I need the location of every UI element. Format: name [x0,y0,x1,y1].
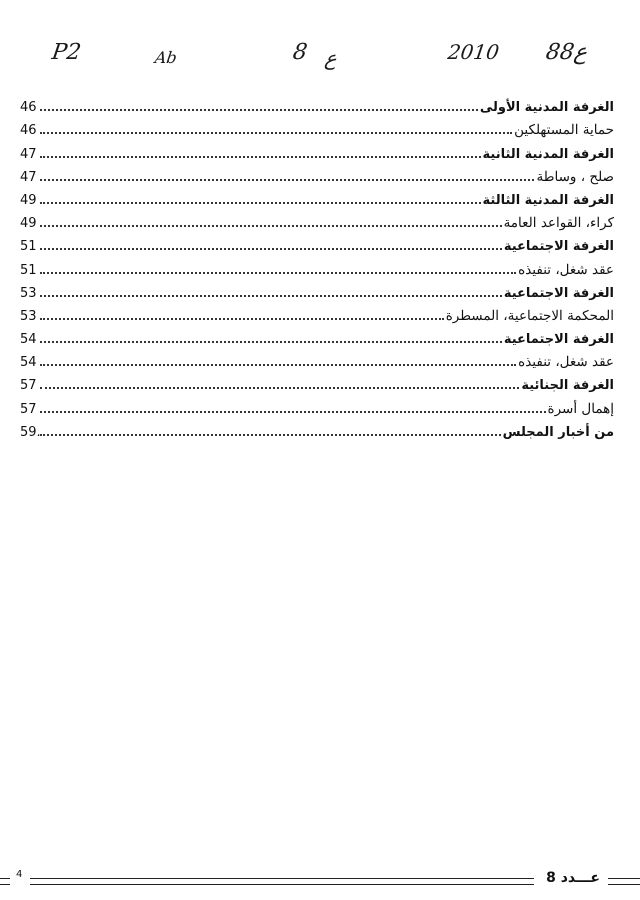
footer-rule-left [0,878,10,885]
toc-row [20,279,614,302]
handwritten-annotation-5: 2010 [446,40,501,64]
toc-title: صلح ، وساطة [536,168,614,185]
toc-title: الغرفة المدنية الثانية [482,146,614,162]
toc-row [20,302,614,325]
toc-page-number: 46 [20,100,37,116]
toc-title: إهمال أسرة [547,400,614,417]
toc-page-number: 47 [20,146,37,162]
toc-leader-dots [40,225,502,227]
toc-title: الغرفة الجنائية [521,378,614,394]
toc-page-number: 49 [20,192,37,208]
toc-leader-dots [40,341,502,343]
toc-title: الغرفة الاجتماعية [503,332,614,348]
toc-leader-dots [40,132,512,134]
toc-page-number: 49 [20,216,37,232]
toc-page-number: 59. [20,424,41,440]
toc-leader-dots [40,109,478,111]
toc-row [20,371,614,394]
toc-title: عقد شغل، تنفيذه [518,354,614,371]
toc-row [20,163,614,186]
table-of-contents [20,93,614,441]
toc-leader-dots [40,272,516,274]
toc-leader-dots [40,295,502,297]
toc-row [20,418,614,441]
toc-leader-dots [40,318,444,320]
handwritten-annotation-3: 8 [291,40,309,65]
handwritten-annotation-1: P2 [50,40,83,65]
toc-title: من أخبار المجلس [502,424,614,440]
toc-title: الغرفة المدنية الثالثة [482,192,614,208]
toc-page-number: 46 [20,123,37,139]
handwritten-annotation-2: Ab [153,48,179,67]
toc-leader-dots [40,248,502,250]
toc-row [20,232,614,255]
footer-issue-label: عـــدد 8 [546,870,600,886]
toc-leader-dots [40,434,501,436]
toc-title: المحكمة الاجتماعية، المسطرة [445,307,614,324]
toc-leader-dots [40,364,516,366]
toc-title: الغرفة المدنية الأولى [479,100,614,116]
handwritten-annotation-4: ع [323,46,339,70]
toc-page-number: 53 [20,308,37,324]
toc-title: كراء، القواعد العامة [503,215,614,232]
toc-leader-dots [40,179,534,181]
toc-row [20,186,614,209]
toc-page-number: 51 [20,239,37,255]
footer-rule-right [608,878,640,885]
toc-title: حماية المستهلكين [514,122,614,139]
handwritten-annotation-6: ع88 [544,40,589,65]
toc-page-number: 54 [20,332,37,348]
toc-leader-dots [40,387,519,389]
toc-row [20,116,614,139]
toc-page-number: 57 [20,401,37,417]
toc-leader-dots [40,202,481,204]
footer-page-number: 4 [16,869,23,880]
toc-leader-dots [40,411,546,413]
toc-page-number: 51 [20,262,37,278]
toc-leader-dots [40,156,481,158]
toc-page-number: 47 [20,169,37,185]
toc-row [20,325,614,348]
toc-page-number: 54 [20,355,37,371]
toc-page-number: 53 [20,285,37,301]
toc-title: الغرفة الاجتماعية [503,239,614,255]
toc-title: عقد شغل، تنفيذه [518,261,614,278]
toc-title: الغرفة الاجتماعية [503,285,614,301]
page-footer [0,866,640,890]
toc-row [20,139,614,162]
toc-row [20,255,614,278]
toc-page-number: 57 [20,378,37,394]
toc-row [20,348,614,371]
toc-row [20,93,614,116]
toc-row [20,209,614,232]
toc-row [20,394,614,417]
footer-rule-middle [30,878,534,885]
